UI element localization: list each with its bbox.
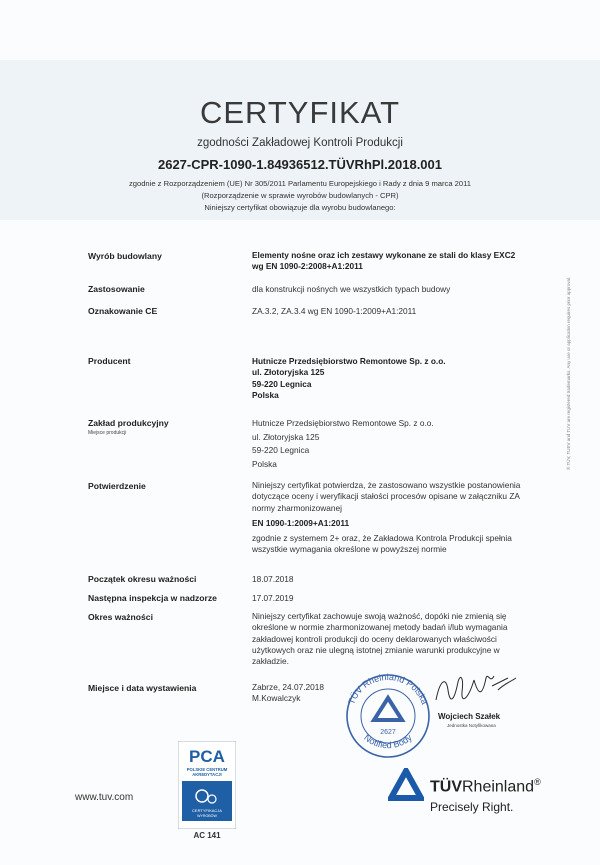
confirmation-line: zgodnie z systemem 2+ oraz, że Zakładowa Kontrola Produkcji spełnia	[252, 533, 512, 544]
signer-name: Wojciech Szałek	[438, 712, 501, 721]
signature-icon	[428, 670, 523, 714]
next-inspection-label: Następna inspekcja w nadzorze	[88, 593, 217, 603]
address-line: Polska	[252, 458, 277, 469]
ce-marking-value: ZA.3.2, ZA.3.4 wg EN 1090-1:2009+A1:2011	[252, 306, 417, 316]
address-line: Hutnicze Przedsiębiorstwo Remontowe Sp. z o.o.	[252, 356, 446, 366]
validity-start-value: 18.07.2018	[252, 574, 294, 584]
stamp-top-text: TÜV Rheinland Polska	[346, 672, 430, 706]
tuv-triangle-icon	[374, 698, 402, 720]
address-line: Polska	[252, 389, 279, 400]
brand-bold: TÜV	[430, 778, 462, 796]
stamp-bottom-text: Notified Body	[362, 732, 414, 751]
regulation-note: (Rozporządzenie w sprawie wyrobów budowlanych - CPR)	[201, 191, 399, 200]
confirmation-line: Niniejszy certyfikat potwierdza, że zastosowano wszystkie postanowienia	[252, 480, 521, 490]
address-line: 59-220 Legnica	[252, 445, 310, 456]
tuv-tagline: Precisely Right.	[430, 800, 514, 814]
product-value-line: Elementy nośne oraz ich zestawy wykonane ze stali do klasy EXC2	[252, 250, 516, 260]
document-title: CERTYFIKAT	[199, 95, 401, 130]
plant-sublabel: Miejsce produkcji	[88, 430, 127, 436]
validity-line: użytkowych oraz nie ulegną istotnej zmianie warunki produkcyjne w	[252, 644, 500, 655]
signature-stroke	[436, 676, 516, 700]
tuv-triangle-logo-icon	[388, 768, 424, 802]
validity-line: określone w normie zharmonizowanej metody badań i/lub wymagania	[252, 622, 508, 633]
manufacturer-address	[252, 356, 552, 401]
pca-name-line: AKREDYTACJI	[192, 772, 222, 777]
confirmation-text	[252, 480, 552, 556]
confirmation-line: dotyczące oceny i weryfikacji stałości procesów opisane w załączniku ZA	[252, 491, 520, 502]
confirmation-label: Potwierdzenie	[88, 481, 146, 491]
tuv-brand-name	[430, 777, 541, 796]
brand-light: Rheinland	[462, 778, 535, 796]
tuv-triangle-icon	[391, 771, 421, 798]
product-value	[252, 250, 552, 273]
use-label: Zastosowanie	[88, 284, 145, 294]
manufacturer-label: Producent	[88, 356, 131, 366]
ce-marking-label: Oznakowanie CE	[88, 306, 158, 316]
address-line: 59-220 Legnica	[252, 378, 312, 389]
confirmation-standard: EN 1090-1:2009+A1:2011	[252, 517, 350, 528]
place-date-line: Zabrze, 24.07.2018	[252, 682, 324, 692]
pca-name-line: POLSKIE CENTRUM	[186, 767, 228, 772]
stamp-number: 2627	[380, 729, 396, 736]
address-line: ul. Złotoryjska 125	[252, 431, 320, 442]
validity-period-label: Okres ważności	[88, 612, 153, 622]
pca-logo-text: PCA	[189, 747, 225, 766]
registered-mark: ®	[534, 777, 541, 787]
website-link[interactable]: www.tuv.com	[75, 792, 134, 803]
validity-line: zakładowej kontroli produkcji do oceny deklarowanych właściwości	[252, 633, 497, 644]
place-date-line: M.Kowalczyk	[252, 693, 301, 704]
validity-line: zakładzie.	[252, 656, 289, 667]
regulation-line: zgodnie z Rozporządzeniem (UE) Nr 305/2011 Parlamentu Europejskiego i Rady z dnia 9 marca 2011	[128, 179, 472, 188]
use-value: dla konstrukcji nośnych we wszystkich typach budowy	[252, 284, 451, 294]
applies-line: Niniejszy certyfikat obowiązuje dla wyrobu budowlanego:	[204, 203, 396, 212]
validity-period-text	[252, 611, 552, 667]
product-label: Wyrób budowlany	[88, 251, 162, 261]
confirmation-line: normy zharmonizowanej	[252, 502, 342, 513]
next-inspection-value: 17.07.2019	[252, 593, 294, 603]
pca-accreditation-logo	[178, 741, 236, 829]
address-line: Hutnicze Przedsiębiorstwo Remontowe Sp. z o.o.	[252, 418, 434, 428]
pca-badge-line: CERTYFIKACJA	[192, 808, 222, 813]
signer-role: Jednostka Notyfikowana	[447, 723, 496, 728]
place-date-label: Miejsce i data wystawienia	[88, 683, 197, 693]
document-subtitle: zgodności Zakładowej Kontroli Produkcji	[197, 137, 403, 149]
plant-label: Zakład produkcyjny	[88, 418, 169, 428]
validity-line: Niniejszy certyfikat zachowuje swoją ważność, dopóki nie zmienią się	[252, 611, 507, 621]
product-value-line: wg EN 1090-2:2008+A1:2011	[252, 261, 363, 272]
accreditation-number: AC 141	[193, 831, 221, 840]
pca-badge-line: WYROBÓW	[197, 814, 217, 818]
trademark-note: ® TÜV, TUEV and TUV are registered trademarks. Any use or application requires prior approval.	[566, 276, 571, 470]
address-line: ul. Złotoryjska 125	[252, 367, 325, 378]
certificate-number: 2627-CPR-1090-1.84936512.TÜVRhPl.2018.001	[157, 157, 442, 172]
confirmation-line: wszystkie wymagania określone w powyższej normie	[252, 544, 447, 555]
notified-body-stamp	[338, 672, 438, 760]
place-date-value	[252, 682, 342, 705]
plant-address	[252, 417, 552, 471]
validity-start-label: Początek okresu ważności	[88, 574, 197, 584]
